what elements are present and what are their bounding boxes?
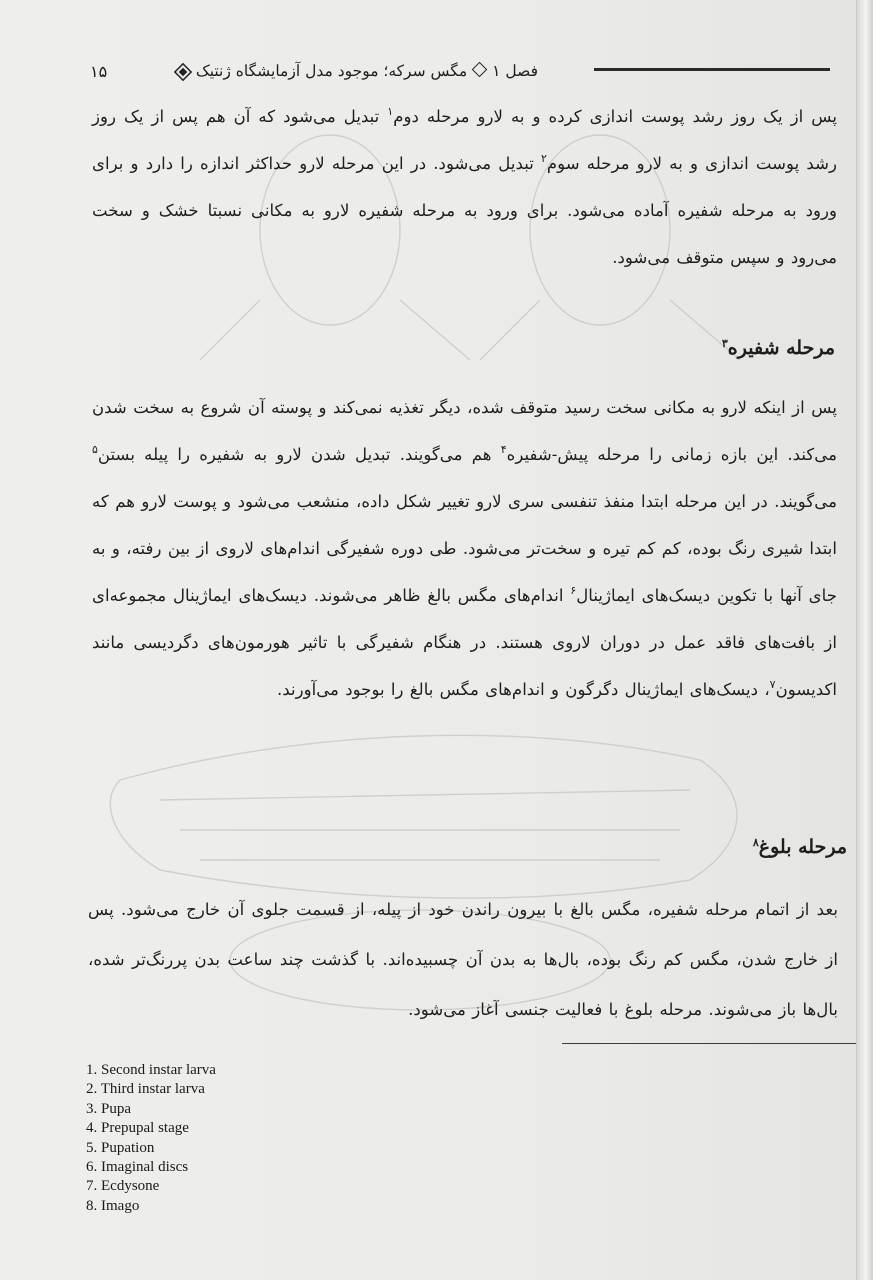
- footnote-list: [86, 1061, 216, 1216]
- page-number: ۱۵: [90, 62, 108, 81]
- footnote-ref: ۸: [752, 836, 759, 849]
- text-run: اندام‌های مگس بالغ ظاهر می‌شوند. دیسک‌های ایماژینال مجموعه‌ای از بافت‌های فاقد عمل در دوران لاروی هستند. در هنگام شفیرگی با تاثیر هورمون‌های دگردیسی مانند اکدیسون: [92, 586, 837, 699]
- paragraph-imago: بعد از اتمام مرحله شفیره، مگس بالغ با بیرون راندن خود از پیله، از قسمت جلوی آن خارج می‌شود. پس از خارج شدن، مگس کم رنگ بوده، بال‌ها به بدن آن چسبیده‌اند. با گذشت چند ساعت بدن پررنگ‌تر شده، بال‌ها باز می‌شوند. مرحله بلوغ با فعالیت جنسی آغاز می‌شود.: [88, 900, 838, 1019]
- footnote-ref: ۲: [540, 152, 547, 165]
- footnote-item: 6. Imaginal discs: [86, 1159, 189, 1176]
- footnote-item: 3. Pupa: [86, 1100, 131, 1117]
- diamond-icon: [472, 62, 488, 78]
- book-section-title: مگس سرکه؛ موجود مدل آزمایشگاه ژنتیک: [195, 62, 468, 80]
- footnote-item: 1. Second instar larva: [86, 1062, 216, 1078]
- running-header: [90, 62, 830, 88]
- paragraph-pupa: [92, 384, 837, 713]
- header-rule: [594, 68, 830, 71]
- heading-text: مرحله بلوغ: [758, 836, 847, 858]
- book-spine: [856, 0, 873, 1280]
- heading-text: مرحله شفیره: [727, 337, 835, 359]
- footnote-ref: ۴: [500, 443, 507, 456]
- footnote-item: 4. Prepupal stage: [86, 1120, 189, 1137]
- footnote-ref: ۱: [387, 105, 394, 118]
- footnote-ref: ۳: [721, 337, 728, 350]
- heading-imago-stage: [753, 836, 847, 858]
- footnote-ref: ۵: [92, 443, 98, 456]
- footnote-ref: ۶: [570, 584, 577, 597]
- footnote-item: 2. Third instar larva: [86, 1081, 205, 1098]
- chapter-label: فصل ۱: [492, 62, 538, 80]
- footnote-ref: ۷: [769, 678, 776, 691]
- text-run: پس از اینکه لارو به مکانی سخت رسید متوقف شده، دیگر تغذیه نمی‌کند و پوسته آن شروع به سخت شدن می‌کند. این بازه زمانی را مرحله پیش-شفیره: [92, 398, 837, 464]
- heading-pupa-stage: [722, 337, 835, 359]
- text-run: می‌گویند. در این مرحله ابتدا منفذ تنفسی سری لارو تغییر شکل داده، منشعب می‌شود و پوست لارو هم که ابتدا شیری رنگ بوده، کم کم تیره و سخت‌تر می‌شود. طی دوره شفیرگی اندام‌های لاروی از بین رفته، و به جای آنها با تکوین دیسک‌های ایماژینال: [92, 492, 837, 605]
- chapter-title: [170, 62, 538, 80]
- text-run: تبدیل می‌شود. در این مرحله لارو حداکثر اندازه را دارد و برای ورود به مرحله شفیره آماده می‌شود. برای ورود به مرحله شفیره لارو به مکانی نسبتا خشک و سخت می‌رود و سپس متوقف می‌شود.: [92, 154, 837, 267]
- text-run: ، دیسک‌های ایماژینال دگرگون و اندام‌های مگس بالغ را بوجود می‌آورند.: [276, 680, 770, 699]
- paragraph-larva: [92, 93, 837, 281]
- text-run: پس از یک روز رشد پوست اندازی کرده و به لارو مرحله دوم: [393, 107, 838, 126]
- text-run: تبدیل می‌شود که آن هم پس از یک روز رشد پوست اندازی و به لارو مرحله سوم: [92, 107, 838, 173]
- text-run: هم می‌گویند. تبدیل شدن لارو به شفیره را پیله بستن: [97, 445, 501, 464]
- footnote-item: 7. Ecdysone: [86, 1178, 160, 1195]
- footnote-separator: [562, 1043, 856, 1044]
- filled-diamond-icon: [179, 68, 187, 76]
- footnote-item: 8. Imago: [86, 1197, 140, 1214]
- footnote-item: 5. Pupation: [86, 1139, 155, 1156]
